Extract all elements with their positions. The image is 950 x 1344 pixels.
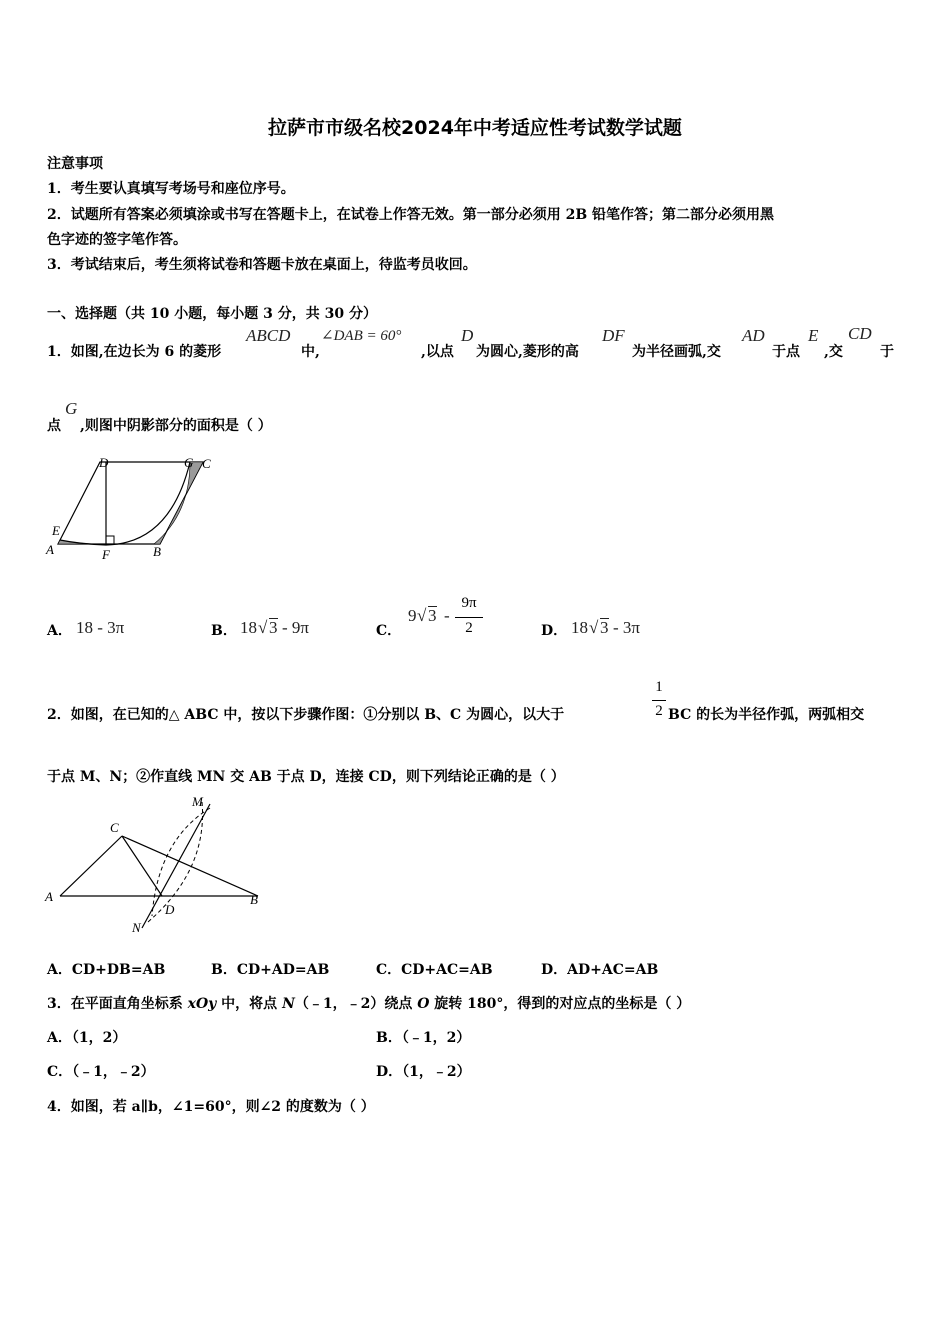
sqrt-symbol-icon: √	[417, 606, 427, 625]
notice-item-2-line-1: 2．试题所有答案必须填涂或书写在答题卡上，在试卷上作答无效。第一部分必须用 2B 铅笔作答；第二部分必须用黑	[47, 207, 775, 223]
q1-rhombus-figure	[40, 452, 230, 567]
q3-option-a[interactable]: A．（1，2）	[47, 1030, 127, 1046]
q2-line-1a: 2．如图，在已知的△ ABC 中，按以下步骤作图：①分别以 B、C 为圆心，以大于	[47, 707, 565, 723]
q3-stem-a: 3．在平面直角坐标系	[47, 996, 188, 1012]
q1-text-yi: ,以点	[421, 344, 454, 360]
label-a: A	[45, 889, 53, 904]
label-b: B	[153, 544, 161, 559]
q1-math-d: D	[461, 326, 474, 345]
q2-option-a[interactable]: A．CD+DB=AB	[47, 962, 166, 978]
question-3-stem	[47, 993, 690, 1013]
shaded-region-right	[154, 462, 203, 544]
q1-option-c-rad: 3	[428, 606, 437, 625]
q1-option-d-post: - 3π	[613, 618, 640, 637]
q1-option-d-label[interactable]: D．	[541, 623, 568, 639]
q1-text-dian: 点	[47, 418, 61, 434]
page-title: 拉萨市市级名校2024年中考适应性考试数学试题	[268, 117, 682, 139]
q2-line-2: 于点 M、N；②作直线 MN 交 AB 于点 D，连接 CD，则下列结论正确的是（ ）	[47, 769, 565, 785]
q3-option-d[interactable]: D．（1，﹣2）	[376, 1064, 471, 1080]
q1-option-a-label[interactable]: A．	[47, 623, 72, 639]
q1-option-c-minus: -	[444, 606, 450, 625]
q1-math-e: E	[808, 326, 819, 345]
q1-option-b-pre: 18	[240, 618, 257, 637]
q1-text-radius: 为半径画弧,交	[632, 344, 721, 360]
q3-stem-o: O	[417, 996, 430, 1012]
label-e: E	[52, 523, 60, 538]
label-f: F	[102, 547, 110, 562]
right-angle-mark	[106, 536, 114, 544]
q3-option-c[interactable]: C．（﹣1，﹣2）	[47, 1064, 155, 1080]
label-g: G	[184, 455, 194, 470]
sqrt-symbol-icon: √	[258, 618, 268, 637]
q1-text-zhong: 中,	[301, 344, 320, 360]
q3-stem-xoy: xOy	[187, 996, 217, 1012]
q1-option-b-post: - 9π	[282, 618, 309, 637]
q1-option-a-expr[interactable]: 18 - 3π	[76, 618, 125, 637]
fraction-bar	[455, 617, 483, 618]
q1-option-c-numerator: 9π	[461, 595, 477, 611]
label-n: N	[132, 920, 141, 935]
q1-option-d-rad: 3	[600, 618, 609, 637]
notice-item-2-line-2: 色字迹的签字笔作答。	[47, 232, 187, 248]
q2-option-d[interactable]: D．AD+AC=AB	[541, 962, 659, 978]
fraction-bar	[652, 700, 666, 701]
q1-math-df: DF	[602, 326, 625, 345]
q1-text-jiao: ,交	[824, 344, 843, 360]
sqrt-symbol-icon: √	[589, 618, 599, 637]
q1-option-c-label[interactable]: C．	[376, 623, 402, 639]
arc-right	[148, 802, 203, 922]
q1-text-question: ,则图中阴影部分的面积是（ ）	[80, 418, 272, 434]
q1-option-c-denominator: 2	[465, 620, 473, 636]
q1-option-d-pre: 18	[571, 618, 588, 637]
q2-option-c[interactable]: C．CD+AC=AB	[376, 962, 493, 978]
q1-math-angle: ∠DAB = 60°	[321, 328, 402, 344]
q1-math-cd: CD	[848, 324, 872, 343]
label-b: B	[250, 892, 258, 907]
q1-option-b-rad: 3	[269, 618, 278, 637]
q2-frac-denominator: 2	[655, 703, 663, 719]
q1-math-ad: AD	[742, 326, 765, 345]
q1-math-g: G	[65, 399, 78, 418]
label-d: D	[165, 902, 175, 917]
q2-line-1b: BC 的长为半径作弧，两弧相交	[668, 707, 865, 723]
question-4-stem: 4．如图，若 a∥b，∠1=60°，则∠2 的度数为（ ）	[47, 1099, 375, 1115]
notice-heading: 注意事项	[47, 156, 103, 172]
label-m: M	[192, 794, 203, 809]
q3-option-b[interactable]: B．（﹣1，2）	[376, 1030, 471, 1046]
label-a: A	[46, 542, 54, 557]
q1-text-start: 1．如图,在边长为 6 的菱形	[47, 344, 222, 360]
q3-stem-d: 旋转 180°，得到的对应点的坐标是（ ）	[429, 996, 691, 1012]
label-d: D	[99, 455, 109, 470]
notice-item-1: 1．考生要认真填写考场号和座位序号。	[47, 181, 295, 197]
q2-option-b[interactable]: B．CD+AD=AB	[211, 962, 330, 978]
q1-math-abcd: ABCD	[246, 326, 291, 345]
label-c: C	[110, 820, 119, 835]
q2-triangle-figure	[40, 790, 270, 940]
segment-ac	[60, 836, 122, 896]
q1-text-yu: 于	[880, 344, 894, 360]
q1-option-b-label[interactable]: B．	[211, 623, 237, 639]
arc-eg	[60, 462, 190, 545]
q2-frac-numerator: 1	[655, 679, 663, 695]
q1-text-yudian: 于点	[772, 344, 800, 360]
label-c: C	[202, 456, 211, 471]
section-heading: 一、选择题（共 10 小题，每小题 3 分，共 30 分）	[47, 306, 377, 322]
q3-stem-c: （﹣1，﹣2）绕点	[294, 996, 418, 1012]
q1-text-center: 为圆心,菱形的高	[476, 344, 579, 360]
q3-stem-b: 中，将点	[216, 996, 283, 1012]
q3-stem-n: N	[282, 996, 295, 1012]
q1-option-c-pre: 9	[408, 606, 417, 625]
notice-item-3: 3．考试结束后，考生须将试卷和答题卡放在桌面上，待监考员收回。	[47, 257, 477, 273]
